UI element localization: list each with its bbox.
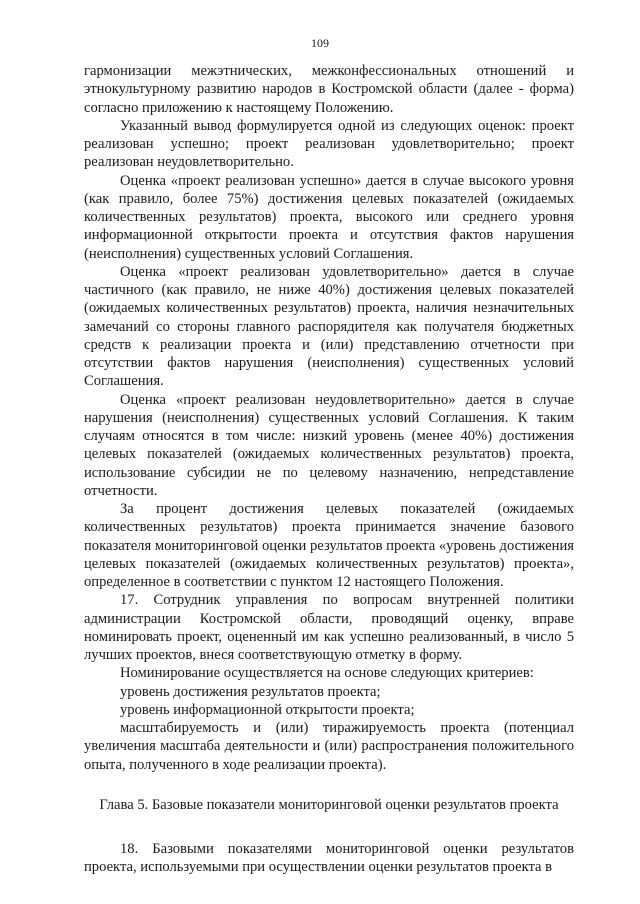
paragraph: гармонизации межэтнических, межконфессиональных отношений и этнокультурному развитию народов в Костромской области (далее - форма) согласно приложению к настоящему Положению. bbox=[84, 63, 574, 116]
paragraph: Оценка «проект реализован успешно» дается в случае высокого уровня (как правило, более 75%) достижения целевых показателей (ожидаемых количественных результатов) проекта, высокого или среднего уровня информационной открытости проекта и отсутствия фактов нарушения (неисполнения) существенных условий Соглашения. bbox=[84, 172, 574, 262]
list-item: уровень информационной открытости проекта; bbox=[120, 701, 415, 718]
paragraph: Оценка «проект реализован удовлетворительно» дается в случае частичного (как правило, не ниже 40%) достижения целевых показателей (ожидаемых количественных результатов) проекта, наличия незначительных замечаний со стороны главного распорядителя как получателя бюджетных средств к реализации проекта и (или) представлению отчетности при отсутствии фактов нарушения (неисполнения) существенных условий Соглашения. bbox=[84, 263, 574, 390]
page-number: 109 bbox=[311, 36, 329, 50]
paragraph: Оценка «проект реализован неудовлетворительно» дается в случае нарушения (неисполнения) существенных условий Соглашения. К таким случаям относятся в том числе: низкий уровень (менее 40%) достижения целевых показателей (ожидаемых количественных результатов) проекта, использование субсидии не по целевому назначению, непредставление отчетности. bbox=[84, 391, 574, 499]
document-body bbox=[84, 62, 574, 877]
chapter-heading: Глава 5. Базовые показатели мониторинговой оценки результатов проекта bbox=[99, 796, 559, 813]
paragraph: Номинирование осуществляется на основе следующих критериев: bbox=[120, 665, 534, 682]
list-item: уровень достижения результатов проекта; bbox=[120, 683, 381, 700]
paragraph: За процент достижения целевых показателей (ожидаемых количественных результатов) проекта принимается значение базового показателя мониторинговой оценки результатов проекта «уровень достижения целевых показателей (ожидаемых количественных результатов) проекта», определенное в соответствии с пунктом 12 настоящего Положения. bbox=[84, 501, 574, 590]
paragraph: 18. Базовыми показателями мониторинговой оценки результатов проекта, используемыми при осуществлении оценки результатов проекта в bbox=[84, 841, 574, 876]
list-item: масштабируемость и (или) тиражируемость проекта (потенциал увеличения масштаба деятельности и (или) распространения положительного опыта, полученного в ходе реализации проекта). bbox=[84, 720, 574, 773]
paragraph: 17. Сотрудник управления по вопросам внутренней политики администрации Костромской области, проводящий оценку, вправе номинировать проект, оцененный им как успешно реализованный, в число 5 лучших проектов, внеся соответствующую отметку в форму. bbox=[84, 592, 574, 663]
paragraph: Указанный вывод формулируется одной из следующих оценок: проект реализован успешно; проект реализован удовлетворительно; проект реализован неудовлетворительно. bbox=[84, 117, 574, 171]
